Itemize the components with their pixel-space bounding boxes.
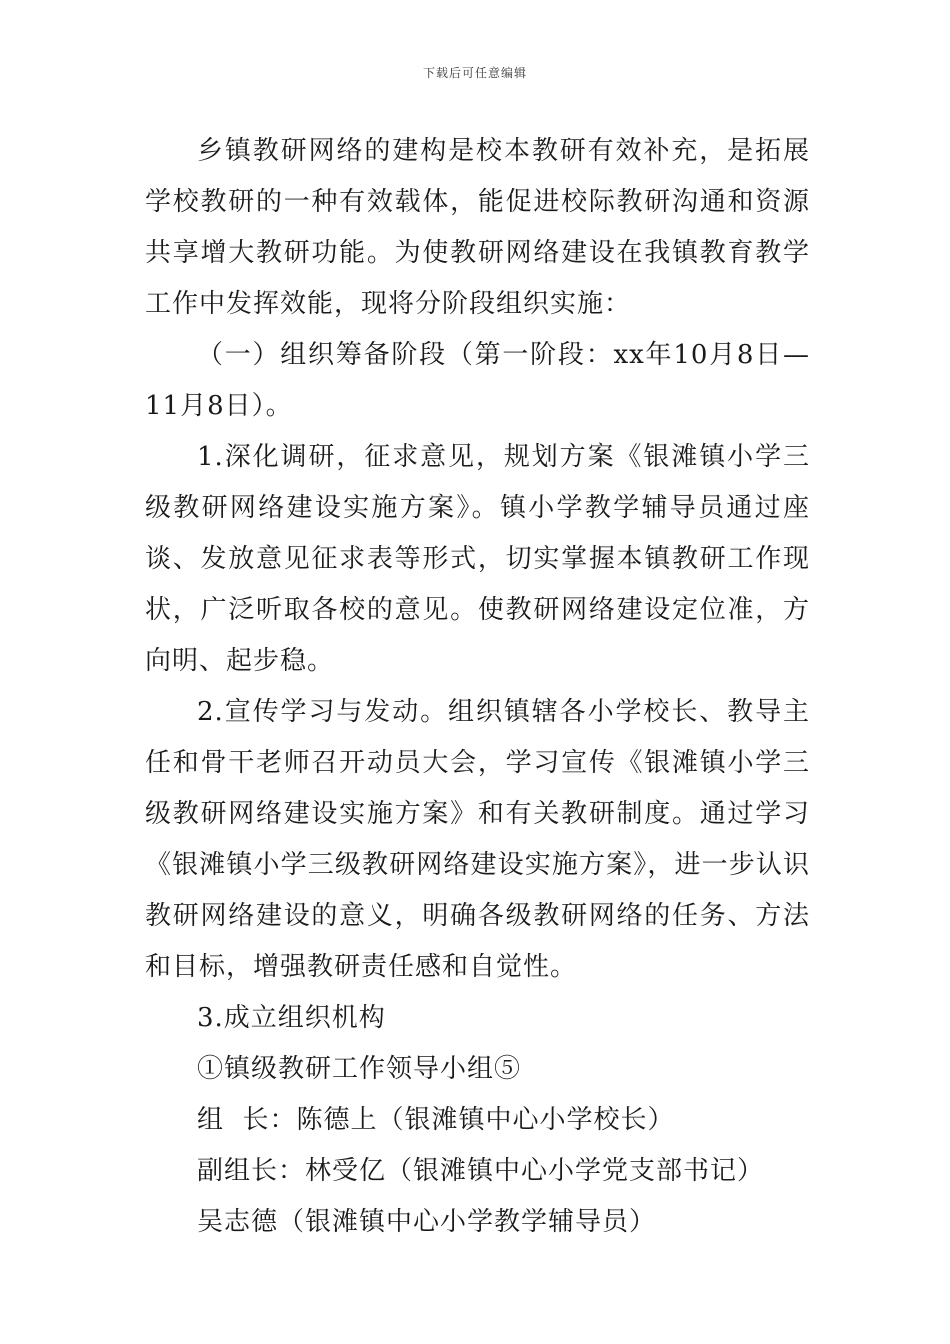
document-body (145, 126, 810, 1248)
page-header-note: 下载后可任意编辑 (422, 66, 527, 80)
subheading-leadership-group: ①镇级教研工作领导小组⑤ (197, 1054, 522, 1084)
paragraph-item-1: 1.深化调研，征求意见，规划方案《银滩镇小学三级教研网络建设实施方案》。镇小学教学辅导员通过座谈、发放意见征求表等形式，切实掌握本镇教研工作现状，广泛听取各校的意见。使教研网络建设定位准，方向明、起步稳。 (145, 442, 810, 676)
heading-item-3: 3.成立组织机构 (197, 1003, 386, 1033)
paragraph-intro: 乡镇教研网络的建构是校本教研有效补充，是拓展学校教研的一种有效载体，能促进校际教研沟通和资源共享增大教研功能。为使教研网络建设在我镇教育教学工作中发挥效能，现将分阶段组织实施： (145, 136, 810, 319)
deputy-leader-line: 副组长：林受亿（银滩镇中心小学党支部书记） (197, 1156, 765, 1186)
paragraph-item-2: 2.宣传学习与发动。组织镇辖各小学校长、教导主任和骨干老师召开动员大会，学习宣传《银滩镇小学三级教研网络建设实施方案》和有关教研制度。通过学习《银滩镇小学三级教研网络建设实施方案》，进一步认识教研网络建设的意义，明确各级教研网络的任务、方法和目标，增强教研责任感和自觉性。 (145, 697, 810, 982)
paragraph-stage-one: （一）组织筹备阶段（第一阶段：xx年10月8日—11月8日）。 (145, 340, 810, 421)
group-leader-line: 组 长：陈德上（银滩镇中心小学校长） (197, 1105, 675, 1135)
member-line: 吴志德（银滩镇中心小学教学辅导员） (197, 1207, 657, 1237)
